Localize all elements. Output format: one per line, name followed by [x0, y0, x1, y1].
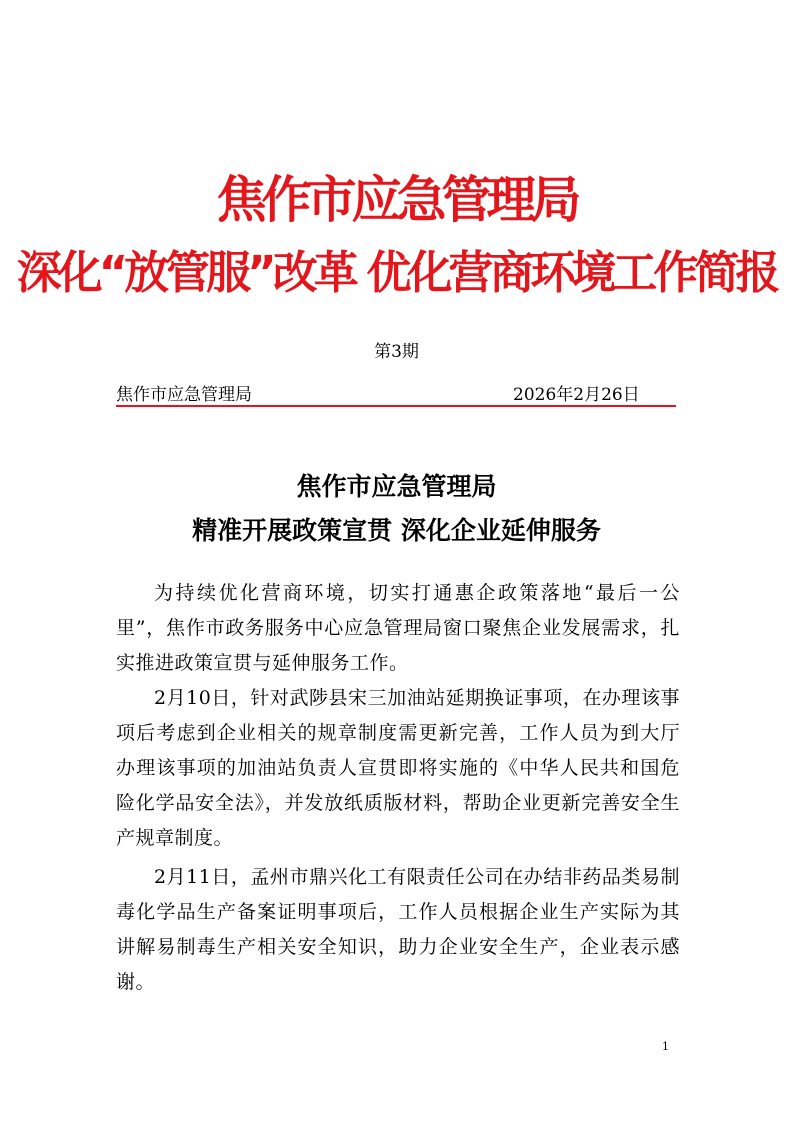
- paragraph-intro: 为持续优化营商环境，切实打通惠企政策落地“最后一公里”，焦作市政务服务中心应急管理局窗口聚焦企业发展需求，扎实推进政策宣贯与延伸服务工作。: [116, 582, 680, 674]
- paragraph-feb10: 2月10日，针对武陟县宋三加油站延期换证事项，在办理该事项后考虑到企业相关的规章制度需更新完善，工作人员为到大厅办理该事项的加油站负责人宣贯即将实施的《中华人民共和国危险化学品安全法》，并发放纸质版材料，帮助企业更新完善安全生产规章制度。: [116, 687, 680, 849]
- header-divider: [116, 405, 676, 407]
- issue-number: 第3期: [374, 342, 419, 362]
- publisher-name: 焦作市应急管理局: [116, 385, 252, 405]
- article-title-line1: 焦作市应急管理局: [296, 472, 497, 501]
- masthead-agency-title: 焦作市应急管理局: [216, 171, 577, 229]
- page-number: 1: [662, 1040, 669, 1053]
- article-title-line2: 精准开展政策宣贯 深化企业延伸服务: [192, 516, 601, 545]
- paragraph-feb11: 2月11日，孟州市鼎兴化工有限责任公司在办结非药品类易制毒化学品生产备案证明事项后，工作人员根据企业生产实际为其讲解易制毒生产相关安全知识，助力企业安全生产，企业表示感谢。: [116, 866, 680, 993]
- masthead-bulletin-title: 深化“放管服”改革 优化营商环境工作简报: [16, 246, 777, 299]
- publish-date: 2026年2月26日: [513, 385, 640, 405]
